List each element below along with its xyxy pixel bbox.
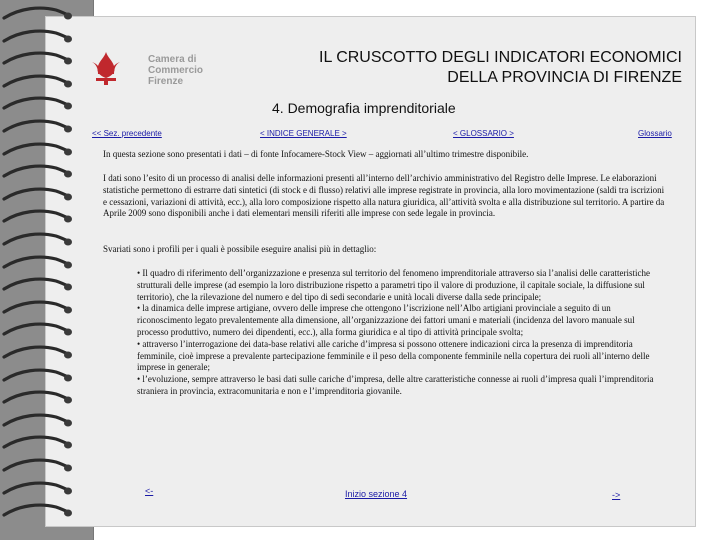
binding-coil bbox=[0, 390, 75, 406]
binding-coil bbox=[0, 435, 75, 451]
prev-page-link[interactable]: <- bbox=[145, 486, 154, 496]
list-item: • l’evoluzione, sempre attraverso le basi dati sulle cariche d’impresa, delle altre caratteristiche connesse ai ruoli d’impresa quali l’imprenditoria straniera in provincia, extracomunitaria e non e l’imprenditoria giovanile. bbox=[137, 374, 654, 396]
list-item: • Il quadro di riferimento dell’organizzazione e presenza sul territorio del fenomeno imprenditoriale attraverso sia l’analisi delle caratteristiche strutturali delle imprese (ad esempio la loro distribuzione rispetto a parametri tipo il valore di produzione, il capitale sociale, la diffusione sul territorio), che la rilevazione del numero e del tipo di sedi secondarie e unità locali diverse dalla sede principale; bbox=[137, 268, 651, 302]
chamber-logo bbox=[86, 48, 241, 86]
list-item: • la dinamica delle imprese artigiane, ovvero delle imprese che ottengono l’iscrizione nell’Albo artigiani provinciale a seguito di un riconoscimento legato prevalentemente alla dimensione, all’organizzazione dei fattori umani e materiali (incidenza del lavoro manuale sul processo produttivo, numero dei dipendenti, ecc.), alla forma giuridica e al tipo di attività principale svolta; bbox=[137, 303, 635, 337]
prev-section-link[interactable]: << Sez. precedente bbox=[92, 129, 162, 138]
binding-coil bbox=[0, 187, 75, 203]
section-start-link[interactable]: Inizio sezione 4 bbox=[345, 489, 408, 499]
florence-lily-icon bbox=[86, 48, 126, 86]
logo-text bbox=[148, 54, 241, 87]
binding-coil bbox=[0, 6, 75, 22]
glossary-shortcut-link[interactable]: Glossario bbox=[638, 129, 672, 138]
profiles-paragraph: Svariati sono i profili per i quali è possibile eseguire analisi più in dettaglio: bbox=[103, 244, 377, 254]
binding-coil bbox=[0, 74, 75, 90]
binding-coil bbox=[0, 29, 75, 45]
profiles-list bbox=[137, 268, 667, 398]
binding-coil bbox=[0, 164, 75, 180]
logo-line-1: Camera di Commercio bbox=[148, 54, 204, 76]
list-item: • attraverso l’interrogazione dei data-base relativi alle cariche d’impresa si possono ottenere indicazioni circa la presenza di imprenditoria femminile, cioè imprese a prevalente partecipazione femminile e il peso della componente femminile nella copertura dei ruoli all’interno delle imprese in generale; bbox=[137, 338, 650, 373]
binding-coil bbox=[0, 413, 75, 429]
logo-line-2: Firenze bbox=[148, 76, 184, 87]
page-title bbox=[262, 48, 682, 88]
binding-coil bbox=[0, 142, 75, 158]
binding-coil bbox=[0, 119, 75, 135]
binding-coil bbox=[0, 300, 75, 316]
binding-coil bbox=[0, 255, 75, 271]
binding-coil bbox=[0, 322, 75, 338]
intro-paragraph: In questa sezione sono presentati i dati – di fonte Infocamere-Stock View – aggiornati all’ultimo trimestre disponibile. bbox=[103, 149, 529, 159]
section-subtitle: 4. Demografia imprenditoriale bbox=[272, 100, 456, 116]
data-description-paragraph: I dati sono l’esito di un processo di analisi delle informazioni presenti all’interno dell’archivio amministrativo del Registro delle Imprese. Le elaborazioni statistiche permettono di estrarre dati sintetici (di stock e di flusso) relativi alle imprese registrate in provincia, alla loro movimentazione (saldi tra iscrizioni e cessazioni, variazioni di attività, ecc.), alla loro composizione rispetto alla natura giuridica, all’attività svolta e alla distribuzione sul territorio. A partire da Aprile 2009 sono disponibili anche i dati elementari mensili riferiti alle imprese con sede legale in provincia. bbox=[103, 173, 665, 219]
index-link[interactable]: < INDICE GENERALE > bbox=[260, 129, 347, 138]
spiral-binding bbox=[0, 6, 80, 536]
binding-coil bbox=[0, 345, 75, 361]
binding-coil bbox=[0, 277, 75, 293]
binding-coil bbox=[0, 368, 75, 384]
next-page-link[interactable]: -> bbox=[612, 490, 621, 500]
binding-coil bbox=[0, 458, 75, 474]
title-line-1: IL CRUSCOTTO DEGLI INDICATORI ECONOMICI bbox=[319, 49, 682, 66]
glossary-link[interactable]: < GLOSSARIO > bbox=[453, 129, 514, 138]
binding-coil bbox=[0, 503, 75, 519]
binding-coil bbox=[0, 96, 75, 112]
binding-coil bbox=[0, 51, 75, 67]
title-line-2: DELLA PROVINCIA DI FIRENZE bbox=[447, 69, 682, 86]
binding-coil bbox=[0, 481, 75, 497]
binding-coil bbox=[0, 209, 75, 225]
binding-coil bbox=[0, 232, 75, 248]
